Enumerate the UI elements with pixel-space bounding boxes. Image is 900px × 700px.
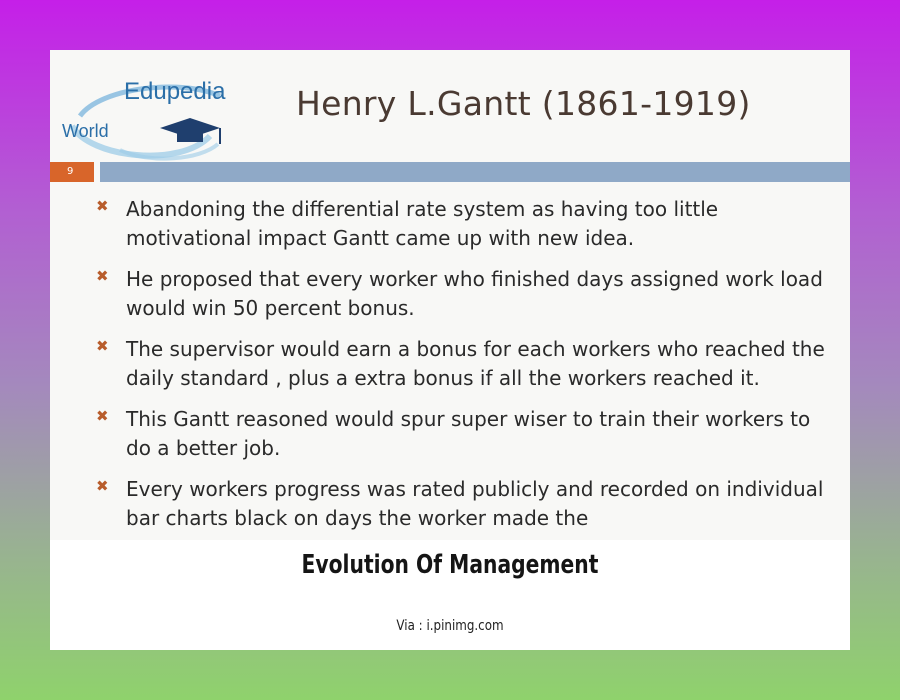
list-item — [96, 195, 836, 253]
graduation-cap-icon — [160, 118, 220, 144]
bullet-text: Every workers progress was rated publicly and recorded on individual bar charts black on days the worker made the — [126, 477, 824, 530]
page-number-badge: 9 — [50, 162, 94, 182]
x-mark-icon: ✖ — [96, 197, 109, 215]
slide-title: Henry L.Gantt (1861-1919) — [296, 84, 751, 123]
bullet-text: This Gantt reasoned would spur super wiser to train their workers to do a better job. — [126, 407, 811, 460]
caption-title: Evolution Of Management — [301, 550, 599, 580]
bullet-text: He proposed that every worker who finished days assigned work load would win 50 percent bonus. — [126, 267, 823, 320]
x-mark-icon: ✖ — [96, 407, 109, 425]
title-divider-bar — [100, 162, 850, 182]
list-item — [96, 265, 836, 323]
source-link[interactable]: Via : i.pinimg.com — [396, 618, 504, 634]
x-mark-icon: ✖ — [96, 337, 109, 355]
x-mark-icon: ✖ — [96, 477, 109, 495]
bullet-list — [96, 195, 836, 540]
logo-text-edupedia: Edupedia — [124, 78, 226, 105]
bullet-text: The supervisor would earn a bonus for each workers who reached the daily standard , plus a extra bonus if all the workers reached it. — [126, 337, 825, 390]
logo-text-world: World — [62, 121, 109, 141]
x-mark-icon: ✖ — [96, 267, 109, 285]
list-item — [96, 405, 836, 463]
list-item — [96, 475, 836, 533]
bullet-text: Abandoning the differential rate system as having too little motivational impact Gantt came up with new idea. — [126, 197, 719, 250]
caption-panel — [50, 540, 850, 650]
list-item — [96, 335, 836, 393]
slide — [50, 50, 850, 540]
